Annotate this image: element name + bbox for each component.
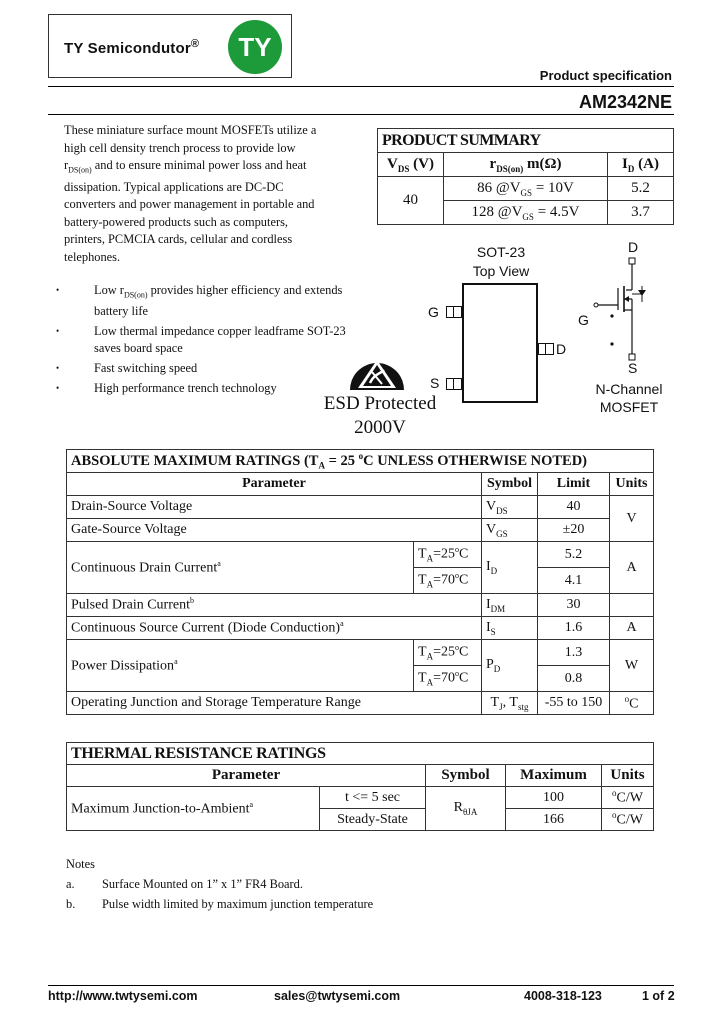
- absmax-symbol: $I_{DM}$: [482, 594, 538, 617]
- feature-item: • High performance trench technology: [56, 380, 356, 397]
- feature-item: • Fast switching speed: [56, 360, 356, 377]
- absmax-param: Continuous Drain Current$^a$: [67, 542, 414, 594]
- pin-g-label: G: [428, 304, 439, 320]
- summary-id-2: 3.7: [608, 201, 674, 225]
- pin-d-label: D: [556, 341, 567, 357]
- company-name: TY Semicondutor®: [64, 38, 200, 57]
- absmax-limit: -55 to 150: [538, 692, 610, 715]
- header-rule-2: [48, 114, 674, 115]
- summary-header-id: $I_D$ (A): [608, 153, 674, 177]
- description: These miniature surface mount MOSFETs utilize a high cell density trench process to provide low $r_{DS(on)}$ and to ensure minimal power loss and heat dissipation. Typical applications are DC-DC converters and power management in portable and battery-powered products such as computers, printers, PCMCIA cards, cellular and cordless telephones.: [64, 123, 317, 264]
- pin-s-pad-2: [453, 378, 462, 390]
- absmax-limit: 0.8: [538, 666, 610, 692]
- thermal-units: $^o$C/W: [602, 809, 654, 831]
- pin-d-pad-2: [545, 343, 554, 355]
- summary-id-1: 5.2: [608, 177, 674, 201]
- footer-url-link[interactable]: http://www.twtysemi.com: [48, 989, 198, 1003]
- product-summary-table: [377, 128, 674, 225]
- feature-list: [56, 282, 356, 400]
- absmax-units: W: [610, 640, 654, 692]
- absmax-units: $^o$C: [610, 692, 654, 715]
- thermal-title: THERMAL RESISTANCE RATINGS: [67, 743, 654, 765]
- absmax-condition: $T_A=25^oC$: [414, 640, 482, 666]
- esd-label: ESD Protected 2000V: [323, 393, 437, 438]
- absmax-condition: $T_A=70^oC$: [414, 568, 482, 594]
- absmax-symbol: $V_{DS}$: [482, 496, 538, 519]
- absmax-limit: ±20: [538, 519, 610, 542]
- absmax-param: Power Dissipation$^a$: [67, 640, 414, 692]
- mosfet-type-label: N-Channel MOSFET: [595, 381, 663, 415]
- feature-item: • Low $r_{DS(on)}$ provides higher efficiency and extends battery life: [56, 282, 356, 320]
- mosfet-g-label: G: [578, 312, 589, 328]
- thermal-header-symbol: Symbol: [426, 765, 506, 787]
- absmax-limit: 30: [538, 594, 610, 617]
- summary-rds-2: 128 $@V_{GS} = 4.5V$: [444, 201, 608, 225]
- absmax-limit: 1.3: [538, 640, 610, 666]
- footer-email-link[interactable]: sales@twtysemi.com: [274, 989, 401, 1003]
- thermal-condition: Steady-State: [320, 809, 426, 831]
- footer-page: 1 of 2: [642, 989, 675, 1003]
- package-label: SOT-23 Top View: [472, 244, 530, 279]
- absmax-param: Gate-Source Voltage: [67, 519, 482, 542]
- esd-warning-icon: [346, 350, 408, 392]
- package-body: [462, 283, 538, 403]
- absmax-limit: 40: [538, 496, 610, 519]
- notes-title: Notes: [66, 857, 95, 871]
- absmax-symbol: $V_{GS}$: [482, 519, 538, 542]
- footer-rule: [48, 985, 674, 986]
- absmax-param: Continuous Source Current (Diode Conduction)$^a$: [67, 617, 482, 640]
- summary-vds-value: 40: [378, 177, 444, 225]
- thermal-header-param: Parameter: [67, 765, 426, 787]
- thermal-resistance-table: [66, 742, 654, 831]
- absmax-condition: $T_A=70^oC$: [414, 666, 482, 692]
- doc-type: Product specification: [539, 68, 672, 83]
- pin-s-label: S: [430, 375, 440, 391]
- absmax-header-param: Parameter: [67, 473, 482, 496]
- absmax-units: [610, 594, 654, 617]
- absmax-header-limit: Limit: [538, 473, 610, 496]
- pin-g-pad-2: [453, 306, 462, 318]
- thermal-header-max: Maximum: [506, 765, 602, 787]
- absmax-limit: 4.1: [538, 568, 610, 594]
- feature-item: • Low thermal impedance copper leadframe SOT-23 saves board space: [56, 323, 356, 357]
- footer-phone: 4008-318-123: [524, 989, 602, 1003]
- mosfet-s-label: S: [628, 360, 638, 376]
- absolute-max-ratings-table: [66, 449, 654, 715]
- absmax-units: A: [610, 617, 654, 640]
- absmax-header-symbol: Symbol: [482, 473, 538, 496]
- thermal-units: $^o$C/W: [602, 787, 654, 809]
- summary-header-vds: $V_{DS}$ (V): [378, 153, 444, 177]
- absmax-title: ABSOLUTE MAXIMUM RATINGS ($T_A = 25$ $^o$C UNLESS OTHERWISE NOTED): [67, 450, 654, 473]
- absmax-condition: $T_A=25^oC$: [414, 542, 482, 568]
- thermal-max: 166: [506, 809, 602, 831]
- thermal-symbol: $R_{\theta JA}$: [426, 787, 506, 831]
- summary-rds-1: 86 $@V_{GS} = 10V$: [444, 177, 608, 201]
- absmax-param: Pulsed Drain Current$^b$: [67, 594, 482, 617]
- ty-logo-icon: TY: [228, 20, 282, 74]
- summary-header-rds: $r_{DS(on)}$ m(Ω): [444, 153, 608, 177]
- absmax-limit: 1.6: [538, 617, 610, 640]
- thermal-condition: t <= 5 sec: [320, 787, 426, 809]
- absmax-units: V: [610, 496, 654, 542]
- thermal-param: Maximum Junction-to-Ambient$^a$: [67, 787, 320, 831]
- absmax-symbol: $I_D$: [482, 542, 538, 594]
- absmax-param: Operating Junction and Storage Temperature Range: [67, 692, 482, 715]
- absmax-units: A: [610, 542, 654, 594]
- header-rule: [48, 86, 674, 87]
- note-a: a. Surface Mounted on 1” x 1” FR4 Board.: [66, 877, 303, 891]
- part-number: AM2342NE: [578, 92, 672, 112]
- note-b: b. Pulse width limited by maximum junction temperature: [66, 897, 374, 911]
- absmax-limit: 5.2: [538, 542, 610, 568]
- thermal-header-units: Units: [602, 765, 654, 787]
- mosfet-d-label: D: [628, 239, 639, 255]
- absmax-header-units: Units: [610, 473, 654, 496]
- absmax-symbol: $I_S$: [482, 617, 538, 640]
- thermal-max: 100: [506, 787, 602, 809]
- mosfet-symbol-icon: [590, 250, 660, 370]
- absmax-symbol: $T_J$, $T_{stg}$: [482, 692, 538, 715]
- absmax-param: Drain-Source Voltage: [67, 496, 482, 519]
- summary-title: PRODUCT SUMMARY: [378, 129, 674, 153]
- absmax-symbol: $P_D$: [482, 640, 538, 692]
